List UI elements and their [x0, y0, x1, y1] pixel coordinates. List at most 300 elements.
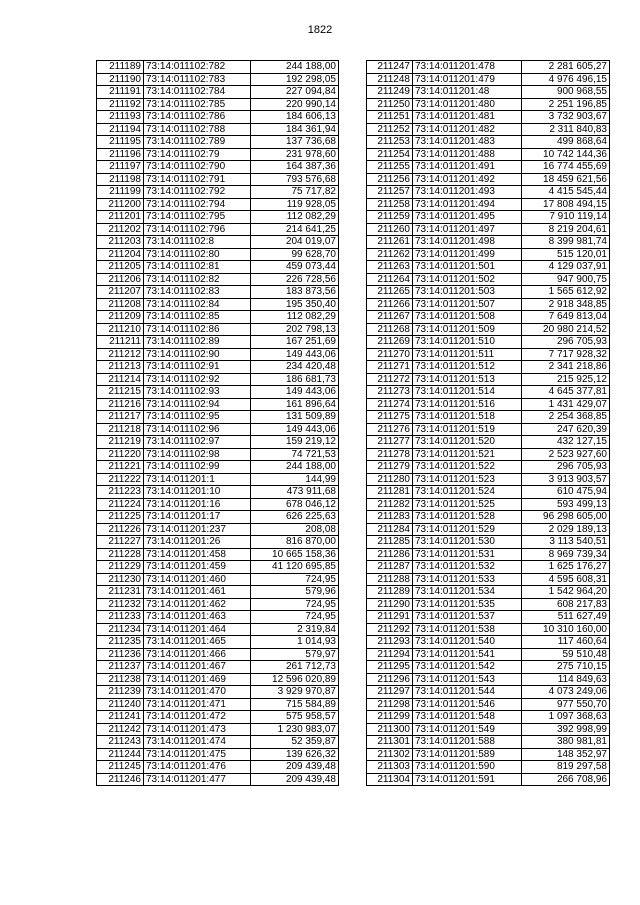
- cadastral-number-cell: 73:14:011102:795: [144, 211, 251, 224]
- cadastral-number-cell: 73:14:011201:533: [413, 573, 522, 586]
- cadastral-number-cell: 73:14:011102:98: [144, 448, 251, 461]
- value-cell: 41 120 695,85: [251, 561, 339, 574]
- table-row: [367, 273, 610, 286]
- row-number-cell: 211261: [367, 236, 413, 249]
- cadastral-number-cell: 73:14:011201:472: [144, 711, 251, 724]
- table-row: [97, 536, 339, 549]
- row-number-cell: 211243: [97, 736, 144, 749]
- row-number-cell: 211284: [367, 523, 413, 536]
- table-row: [97, 61, 339, 74]
- table-row: [367, 648, 610, 661]
- table-row: [367, 298, 610, 311]
- cadastral-number-cell: 73:14:011201:502: [413, 273, 522, 286]
- row-number-cell: 211219: [97, 436, 144, 449]
- table-row: [97, 598, 339, 611]
- table-row: [367, 136, 610, 149]
- cadastral-number-cell: 73:14:011201:458: [144, 548, 251, 561]
- table-row: [367, 698, 610, 711]
- value-cell: 52 359,87: [251, 736, 339, 749]
- value-cell: 8 219 204,61: [522, 223, 610, 236]
- cadastral-number-cell: 73:14:011201:495: [413, 211, 522, 224]
- row-number-cell: 211235: [97, 636, 144, 649]
- value-cell: 164 387,36: [251, 161, 339, 174]
- row-number-cell: 211272: [367, 373, 413, 386]
- row-number-cell: 211227: [97, 536, 144, 549]
- value-cell: 2 523 927,60: [522, 448, 610, 461]
- row-number-cell: 211250: [367, 98, 413, 111]
- table-row: [97, 261, 339, 274]
- table-row: [97, 136, 339, 149]
- value-cell: 244 188,00: [251, 461, 339, 474]
- value-cell: 715 584,89: [251, 698, 339, 711]
- row-number-cell: 211291: [367, 611, 413, 624]
- row-number-cell: 211294: [367, 648, 413, 661]
- table-row: [367, 686, 610, 699]
- value-cell: 117 460,64: [522, 636, 610, 649]
- cadastral-number-cell: 73:14:011201:516: [413, 398, 522, 411]
- value-cell: 579,96: [251, 586, 339, 599]
- cadastral-number-cell: 73:14:011201:519: [413, 423, 522, 436]
- value-cell: 3 732 903,67: [522, 111, 610, 124]
- cadastral-number-cell: 73:14:011201:498: [413, 236, 522, 249]
- value-cell: 10 742 144,36: [522, 148, 610, 161]
- value-cell: 114 849,63: [522, 673, 610, 686]
- cadastral-number-cell: 73:14:011201:530: [413, 536, 522, 549]
- table-row: [97, 548, 339, 561]
- cadastral-number-cell: 73:14:011201:482: [413, 123, 522, 136]
- table-row: [367, 111, 610, 124]
- cadastral-number-cell: 73:14:011201:10: [144, 486, 251, 499]
- table-row: [367, 486, 610, 499]
- cadastral-number-cell: 73:14:011201:509: [413, 323, 522, 336]
- cadastral-number-cell: 73:14:011201:491: [413, 161, 522, 174]
- cadastral-number-cell: 73:14:011201:589: [413, 748, 522, 761]
- table-row: [367, 661, 610, 674]
- table-row: [97, 398, 339, 411]
- row-number-cell: 211205: [97, 261, 144, 274]
- table-row: [367, 123, 610, 136]
- table-row: [367, 411, 610, 424]
- cadastral-number-cell: 73:14:011201:543: [413, 673, 522, 686]
- row-number-cell: 211251: [367, 111, 413, 124]
- row-number-cell: 211193: [97, 111, 144, 124]
- row-number-cell: 211194: [97, 123, 144, 136]
- cadastral-table-left: [96, 60, 339, 786]
- cadastral-number-cell: 73:14:011102:93: [144, 386, 251, 399]
- row-number-cell: 211258: [367, 198, 413, 211]
- row-number-cell: 211223: [97, 486, 144, 499]
- row-number-cell: 211286: [367, 548, 413, 561]
- value-cell: 195 350,40: [251, 298, 339, 311]
- cadastral-number-cell: 73:14:011102:8: [144, 236, 251, 249]
- row-number-cell: 211206: [97, 273, 144, 286]
- row-number-cell: 211268: [367, 323, 413, 336]
- table-row: [97, 486, 339, 499]
- cadastral-number-cell: 73:14:011102:786: [144, 111, 251, 124]
- cadastral-number-cell: 73:14:011201:510: [413, 336, 522, 349]
- row-number-cell: 211215: [97, 386, 144, 399]
- cadastral-number-cell: 73:14:011201:477: [144, 773, 251, 786]
- cadastral-number-cell: 73:14:011201:591: [413, 773, 522, 786]
- table-row: [367, 636, 610, 649]
- row-number-cell: 211225: [97, 511, 144, 524]
- row-number-cell: 211192: [97, 98, 144, 111]
- table-row: [367, 598, 610, 611]
- row-number-cell: 211280: [367, 473, 413, 486]
- row-number-cell: 211269: [367, 336, 413, 349]
- row-number-cell: 211265: [367, 286, 413, 299]
- row-number-cell: 211262: [367, 248, 413, 261]
- table-row: [97, 336, 339, 349]
- cadastral-number-cell: 73:14:011102:81: [144, 261, 251, 274]
- cadastral-number-cell: 73:14:011201:476: [144, 761, 251, 774]
- cadastral-number-cell: 73:14:011201:497: [413, 223, 522, 236]
- row-number-cell: 211293: [367, 636, 413, 649]
- value-cell: 593 499,13: [522, 498, 610, 511]
- cadastral-number-cell: 73:14:011201:471: [144, 698, 251, 711]
- table-row: [367, 623, 610, 636]
- table-row: [97, 648, 339, 661]
- row-number-cell: 211244: [97, 748, 144, 761]
- table-row: [367, 573, 610, 586]
- row-number-cell: 211274: [367, 398, 413, 411]
- row-number-cell: 211248: [367, 73, 413, 86]
- table-row: [97, 298, 339, 311]
- cadastral-number-cell: 73:14:011201:460: [144, 573, 251, 586]
- value-cell: 137 736,68: [251, 136, 339, 149]
- table-row: [97, 248, 339, 261]
- row-number-cell: 211210: [97, 323, 144, 336]
- cadastral-number-cell: 73:14:011201:461: [144, 586, 251, 599]
- page-number: 1822: [307, 24, 333, 36]
- row-number-cell: 211295: [367, 661, 413, 674]
- table-row: [367, 611, 610, 624]
- cadastral-number-cell: 73:14:011201:537: [413, 611, 522, 624]
- value-cell: 112 082,29: [251, 211, 339, 224]
- cadastral-table-right-body: [367, 61, 610, 786]
- value-cell: 7 717 928,32: [522, 348, 610, 361]
- table-row: [367, 86, 610, 99]
- value-cell: 209 439,48: [251, 761, 339, 774]
- cadastral-number-cell: 73:14:011201:480: [413, 98, 522, 111]
- cadastral-number-cell: 73:14:011201:483: [413, 136, 522, 149]
- value-cell: 2 311 840,83: [522, 123, 610, 136]
- table-row: [97, 711, 339, 724]
- cadastral-number-cell: 73:14:011102:97: [144, 436, 251, 449]
- cadastral-number-cell: 73:14:011102:794: [144, 198, 251, 211]
- table-row: [367, 373, 610, 386]
- cadastral-number-cell: 73:14:011201:538: [413, 623, 522, 636]
- value-cell: 96 298 605,00: [522, 511, 610, 524]
- value-cell: 234 420,48: [251, 361, 339, 374]
- row-number-cell: 211287: [367, 561, 413, 574]
- row-number-cell: 211259: [367, 211, 413, 224]
- cadastral-number-cell: 73:14:011102:90: [144, 348, 251, 361]
- value-cell: 2 029 189,13: [522, 523, 610, 536]
- table-row: [367, 536, 610, 549]
- value-cell: 816 870,00: [251, 536, 339, 549]
- table-row: [97, 623, 339, 636]
- row-number-cell: 211256: [367, 173, 413, 186]
- table-row: [367, 148, 610, 161]
- table-row: [367, 748, 610, 761]
- row-number-cell: 211267: [367, 311, 413, 324]
- row-number-cell: 211239: [97, 686, 144, 699]
- row-number-cell: 211212: [97, 348, 144, 361]
- cadastral-number-cell: 73:14:011102:79: [144, 148, 251, 161]
- cadastral-table-right: [366, 60, 610, 786]
- table-row: [367, 473, 610, 486]
- row-number-cell: 211197: [97, 161, 144, 174]
- row-number-cell: 211252: [367, 123, 413, 136]
- table-row: [97, 473, 339, 486]
- value-cell: 1 014,93: [251, 636, 339, 649]
- row-number-cell: 211226: [97, 523, 144, 536]
- table-row: [97, 411, 339, 424]
- table-row: [367, 61, 610, 74]
- row-number-cell: 211277: [367, 436, 413, 449]
- cadastral-number-cell: 73:14:011102:92: [144, 373, 251, 386]
- table-row: [367, 586, 610, 599]
- value-cell: 112 082,29: [251, 311, 339, 324]
- table-row: [97, 373, 339, 386]
- value-cell: 2 918 348,85: [522, 298, 610, 311]
- row-number-cell: 211237: [97, 661, 144, 674]
- row-number-cell: 211273: [367, 386, 413, 399]
- table-row: [367, 186, 610, 199]
- cadastral-number-cell: 73:14:011201:544: [413, 686, 522, 699]
- value-cell: 244 188,00: [251, 61, 339, 74]
- table-row: [97, 361, 339, 374]
- row-number-cell: 211249: [367, 86, 413, 99]
- cadastral-number-cell: 73:14:011201:588: [413, 736, 522, 749]
- value-cell: 10 310 160,00: [522, 623, 610, 636]
- row-number-cell: 211218: [97, 423, 144, 436]
- row-number-cell: 211264: [367, 273, 413, 286]
- cadastral-number-cell: 73:14:011201:518: [413, 411, 522, 424]
- value-cell: 499 868,64: [522, 136, 610, 149]
- value-cell: 2 281 605,27: [522, 61, 610, 74]
- row-number-cell: 211301: [367, 736, 413, 749]
- cadastral-number-cell: 73:14:011201:541: [413, 648, 522, 661]
- cadastral-number-cell: 73:14:011201:507: [413, 298, 522, 311]
- table-row: [97, 211, 339, 224]
- row-number-cell: 211222: [97, 473, 144, 486]
- value-cell: 183 873,56: [251, 286, 339, 299]
- table-row: [97, 111, 339, 124]
- row-number-cell: 211299: [367, 711, 413, 724]
- cadastral-number-cell: 73:14:011102:783: [144, 73, 251, 86]
- row-number-cell: 211240: [97, 698, 144, 711]
- value-cell: 7 649 813,04: [522, 311, 610, 324]
- value-cell: 144,99: [251, 473, 339, 486]
- value-cell: 184 606,13: [251, 111, 339, 124]
- value-cell: 1 542 964,20: [522, 586, 610, 599]
- table-row: [97, 423, 339, 436]
- cadastral-number-cell: 73:14:011102:96: [144, 423, 251, 436]
- cadastral-number-cell: 73:14:011201:478: [413, 61, 522, 74]
- cadastral-number-cell: 73:14:011201:48: [413, 86, 522, 99]
- table-row: [97, 286, 339, 299]
- table-row: [367, 311, 610, 324]
- value-cell: 515 120,01: [522, 248, 610, 261]
- row-number-cell: 211255: [367, 161, 413, 174]
- table-row: [97, 498, 339, 511]
- value-cell: 626 225,63: [251, 511, 339, 524]
- cadastral-number-cell: 73:14:011201:546: [413, 698, 522, 711]
- table-row: [367, 761, 610, 774]
- value-cell: 724,95: [251, 573, 339, 586]
- table-row: [97, 611, 339, 624]
- row-number-cell: 211245: [97, 761, 144, 774]
- row-number-cell: 211203: [97, 236, 144, 249]
- table-row: [367, 173, 610, 186]
- value-cell: 149 443,06: [251, 386, 339, 399]
- value-cell: 432 127,15: [522, 436, 610, 449]
- table-row: [97, 73, 339, 86]
- table-row: [97, 561, 339, 574]
- table-row: [97, 198, 339, 211]
- cadastral-number-cell: 73:14:011102:80: [144, 248, 251, 261]
- cadastral-number-cell: 73:14:011201:466: [144, 648, 251, 661]
- row-number-cell: 211220: [97, 448, 144, 461]
- value-cell: 900 968,55: [522, 86, 610, 99]
- table-row: [97, 511, 339, 524]
- cadastral-number-cell: 73:14:011201:540: [413, 636, 522, 649]
- cadastral-number-cell: 73:14:011201:529: [413, 523, 522, 536]
- value-cell: 296 705,93: [522, 336, 610, 349]
- table-row: [367, 361, 610, 374]
- value-cell: 247 620,39: [522, 423, 610, 436]
- row-number-cell: 211260: [367, 223, 413, 236]
- value-cell: 149 443,06: [251, 423, 339, 436]
- row-number-cell: 211271: [367, 361, 413, 374]
- row-number-cell: 211199: [97, 186, 144, 199]
- value-cell: 202 798,13: [251, 323, 339, 336]
- table-row: [367, 236, 610, 249]
- table-row: [97, 98, 339, 111]
- value-cell: 192 298,05: [251, 73, 339, 86]
- table-row: [97, 173, 339, 186]
- table-row: [97, 661, 339, 674]
- value-cell: 296 705,93: [522, 461, 610, 474]
- row-number-cell: 211270: [367, 348, 413, 361]
- table-row: [367, 211, 610, 224]
- table-row: [97, 736, 339, 749]
- table-row: [97, 448, 339, 461]
- table-row: [367, 673, 610, 686]
- cadastral-number-cell: 73:14:011201:1: [144, 473, 251, 486]
- cadastral-number-cell: 73:14:011201:462: [144, 598, 251, 611]
- cadastral-number-cell: 73:14:011201:473: [144, 723, 251, 736]
- value-cell: 4 415 545,44: [522, 186, 610, 199]
- value-cell: 215 925,12: [522, 373, 610, 386]
- table-row: [97, 348, 339, 361]
- value-cell: 575 958,57: [251, 711, 339, 724]
- cadastral-number-cell: 73:14:011102:99: [144, 461, 251, 474]
- row-number-cell: 211224: [97, 498, 144, 511]
- value-cell: 4 976 496,15: [522, 73, 610, 86]
- row-number-cell: 211200: [97, 198, 144, 211]
- table-row: [367, 286, 610, 299]
- row-number-cell: 211189: [97, 61, 144, 74]
- table-row: [97, 273, 339, 286]
- cadastral-number-cell: 73:14:011201:465: [144, 636, 251, 649]
- row-number-cell: 211211: [97, 336, 144, 349]
- table-row: [367, 461, 610, 474]
- row-number-cell: 211208: [97, 298, 144, 311]
- cadastral-number-cell: 73:14:011201:520: [413, 436, 522, 449]
- cadastral-number-cell: 73:14:011102:789: [144, 136, 251, 149]
- table-row: [367, 423, 610, 436]
- value-cell: 1 565 612,92: [522, 286, 610, 299]
- table-row: [97, 186, 339, 199]
- cadastral-number-cell: 73:14:011201:479: [413, 73, 522, 86]
- value-cell: 204 019,07: [251, 236, 339, 249]
- cadastral-number-cell: 73:14:011201:590: [413, 761, 522, 774]
- row-number-cell: 211278: [367, 448, 413, 461]
- table-row: [97, 386, 339, 399]
- value-cell: 380 981,81: [522, 736, 610, 749]
- row-number-cell: 211217: [97, 411, 144, 424]
- value-cell: 227 094,84: [251, 86, 339, 99]
- row-number-cell: 211221: [97, 461, 144, 474]
- table-row: [367, 736, 610, 749]
- value-cell: 139 626,32: [251, 748, 339, 761]
- row-number-cell: 211297: [367, 686, 413, 699]
- value-cell: 947 900,75: [522, 273, 610, 286]
- value-cell: 608 217,83: [522, 598, 610, 611]
- cadastral-number-cell: 73:14:011201:492: [413, 173, 522, 186]
- row-number-cell: 211214: [97, 373, 144, 386]
- cadastral-number-cell: 73:14:011201:548: [413, 711, 522, 724]
- row-number-cell: 211196: [97, 148, 144, 161]
- table-row: [367, 511, 610, 524]
- value-cell: 99 628,70: [251, 248, 339, 261]
- table-row: [97, 86, 339, 99]
- value-cell: 3 913 903,57: [522, 473, 610, 486]
- table-row: [367, 548, 610, 561]
- table-row: [367, 73, 610, 86]
- value-cell: 266 708,96: [522, 773, 610, 786]
- table-row: [367, 198, 610, 211]
- table-row: [367, 436, 610, 449]
- cadastral-number-cell: 73:14:011102:791: [144, 173, 251, 186]
- row-number-cell: 211236: [97, 648, 144, 661]
- table-row: [97, 148, 339, 161]
- cadastral-number-cell: 73:14:011201:470: [144, 686, 251, 699]
- value-cell: 226 728,56: [251, 273, 339, 286]
- cadastral-number-cell: 73:14:011201:26: [144, 536, 251, 549]
- table-row: [97, 698, 339, 711]
- row-number-cell: 211229: [97, 561, 144, 574]
- value-cell: 1 625 176,27: [522, 561, 610, 574]
- cadastral-number-cell: 73:14:011201:514: [413, 386, 522, 399]
- cadastral-number-cell: 73:14:011201:511: [413, 348, 522, 361]
- row-number-cell: 211216: [97, 398, 144, 411]
- table-row: [367, 323, 610, 336]
- value-cell: 2 251 196,85: [522, 98, 610, 111]
- value-cell: 724,95: [251, 611, 339, 624]
- row-number-cell: 211232: [97, 598, 144, 611]
- cadastral-number-cell: 73:14:011102:82: [144, 273, 251, 286]
- row-number-cell: 211266: [367, 298, 413, 311]
- table-row: [367, 386, 610, 399]
- value-cell: 184 361,94: [251, 123, 339, 136]
- cadastral-number-cell: 73:14:011201:503: [413, 286, 522, 299]
- row-number-cell: 211303: [367, 761, 413, 774]
- table-row: [97, 236, 339, 249]
